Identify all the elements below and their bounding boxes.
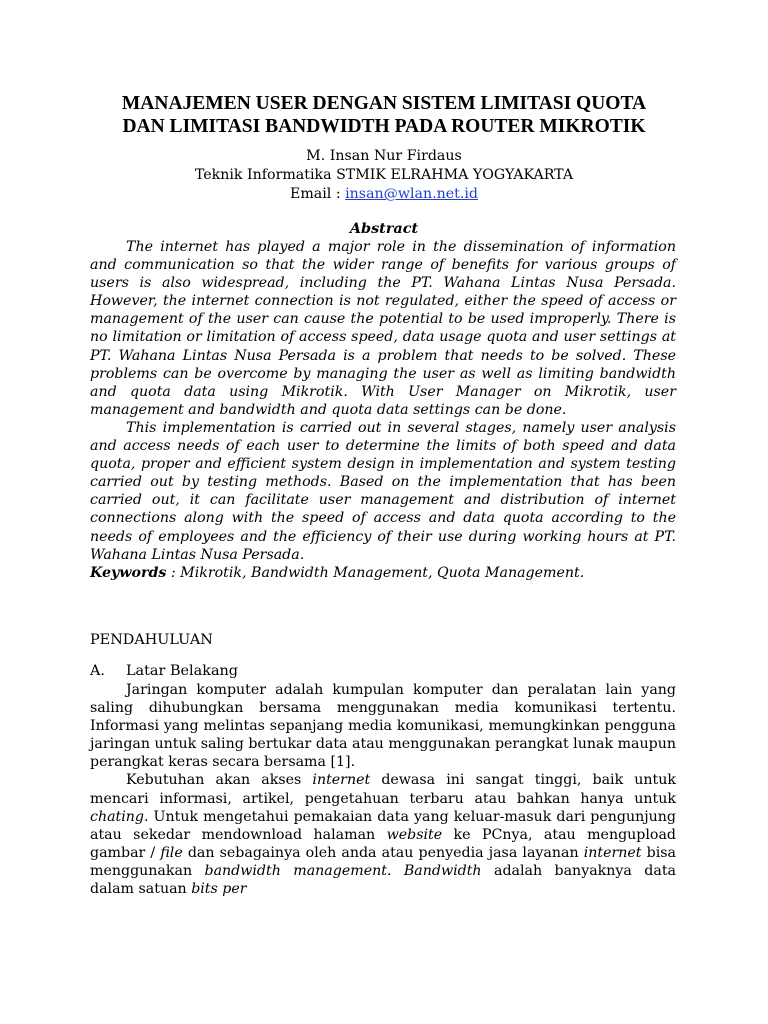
p2-italic-file: file (160, 844, 183, 861)
subsection-title: Latar Belakang (126, 663, 239, 679)
p2-text-3: Untuk mengetahui pemakaian data yang keluar-masuk dari pengunjung atau sekedar mendownload halaman (90, 808, 676, 843)
email-link[interactable]: insan@wlan.net.id (345, 186, 479, 202)
author-email-line (0, 185, 768, 204)
author-block (0, 147, 768, 204)
p2-text-6: bisa menggunakan (90, 844, 676, 879)
subsection-number: A. (90, 663, 105, 679)
abstract-body (90, 238, 676, 582)
keywords-list: Mikrotik, Bandwidth Management, Quota Management. (180, 564, 585, 581)
paper-title (0, 92, 768, 138)
author-name: M. Insan Nur Firdaus (306, 148, 462, 164)
subsection-heading (90, 662, 676, 681)
p2-italic-website: website (386, 826, 443, 843)
title-line-2: DAN LIMITASI BANDWIDTH PADA ROUTER MIKROTIK (122, 116, 646, 137)
keywords-label: Keywords (90, 564, 167, 581)
author-affiliation: Teknik Informatika STMIK ELRAHMA YOGYAKARTA (194, 167, 574, 183)
abstract-heading: Abstract (349, 220, 419, 237)
title-line-1: MANAJEMEN USER DENGAN SISTEM LIMITASI QUOTA (121, 93, 647, 114)
intro-body (90, 681, 676, 898)
p2-text-2: dewasa ini sangat tinggi, baik untuk mencari informasi, artikel, pengetahuan terbaru atau bahkan hanya untuk (90, 772, 676, 807)
intro-paragraph-1: Jaringan komputer adalah kumpulan komputer dan peralatan lain yang saling dihubungkan bersama menggunakan media komunikasi tertentu. Informasi yang melintas sepanjang media komunikasi, memungkinkan pengguna jaringan untuk saling bertukar data atau menggunakan perangkat lunak maupun perangkat keras secara bersama [1]. (90, 682, 676, 771)
p2-text-4: ke PCnya, atau mengupload gambar / (90, 826, 676, 861)
abstract-paragraph-1: The internet has played a major role in the dissemination of information and communication so that the wider range of benefits for various groups of users is also widespread, including the PT. Wahana Lintas Nusa Persada. However, the internet connection is not regulated, either the speed of access or management of the user can cause the potential to be used improperly. There is no limitation or limitation of access speed, data usage quota and user settings at PT. Wahana Lintas Nusa Persada is a problem that needs to be solved. These problems can be overcome by managing the user as well as limiting bandwidth and quota data using Mikrotik. With User Manager on Mikrotik, user management and bandwidth and quota data settings can be done. (90, 239, 676, 418)
p2-italic-internet: internet (312, 772, 371, 789)
p2-text-5: dan sebagainya oleh anda atau penyedia jasa layanan (182, 844, 584, 861)
intro-paragraph-2 (90, 771, 676, 898)
section-title: PENDAHULUAN (90, 632, 213, 648)
abstract-paragraph-2: This implementation is carried out in several stages, namely user analysis and access needs of each user to determine the limits of both speed and data quota, proper and efficient system design in implementation and system testing carried out by testing methods. Based on the implementation that has been carried out, it can facilitate user management and distribution of internet connections along with the speed of access and data quota according to the needs of employees and the efficiency of their use during working hours at PT. Wahana Lintas Nusa Persada. (90, 419, 676, 563)
p2-italic-bandwidth: Bandwidth (403, 862, 482, 879)
p2-italic-bandwidth-management: bandwidth management (204, 862, 387, 879)
p2-italic-chating: chating. (90, 808, 149, 825)
p2-text-7: . (386, 862, 404, 879)
p2-italic-internet-2: internet (583, 844, 642, 861)
email-label: Email : (289, 186, 346, 202)
p2-italic-bits-per: bits per (191, 881, 247, 898)
p2-text-8: adalah banyaknya data dalam satuan (90, 862, 676, 898)
p2-text-1: Kebutuhan akan akses (126, 772, 313, 789)
keywords-separator: : (166, 564, 181, 581)
keywords-line (90, 564, 676, 582)
